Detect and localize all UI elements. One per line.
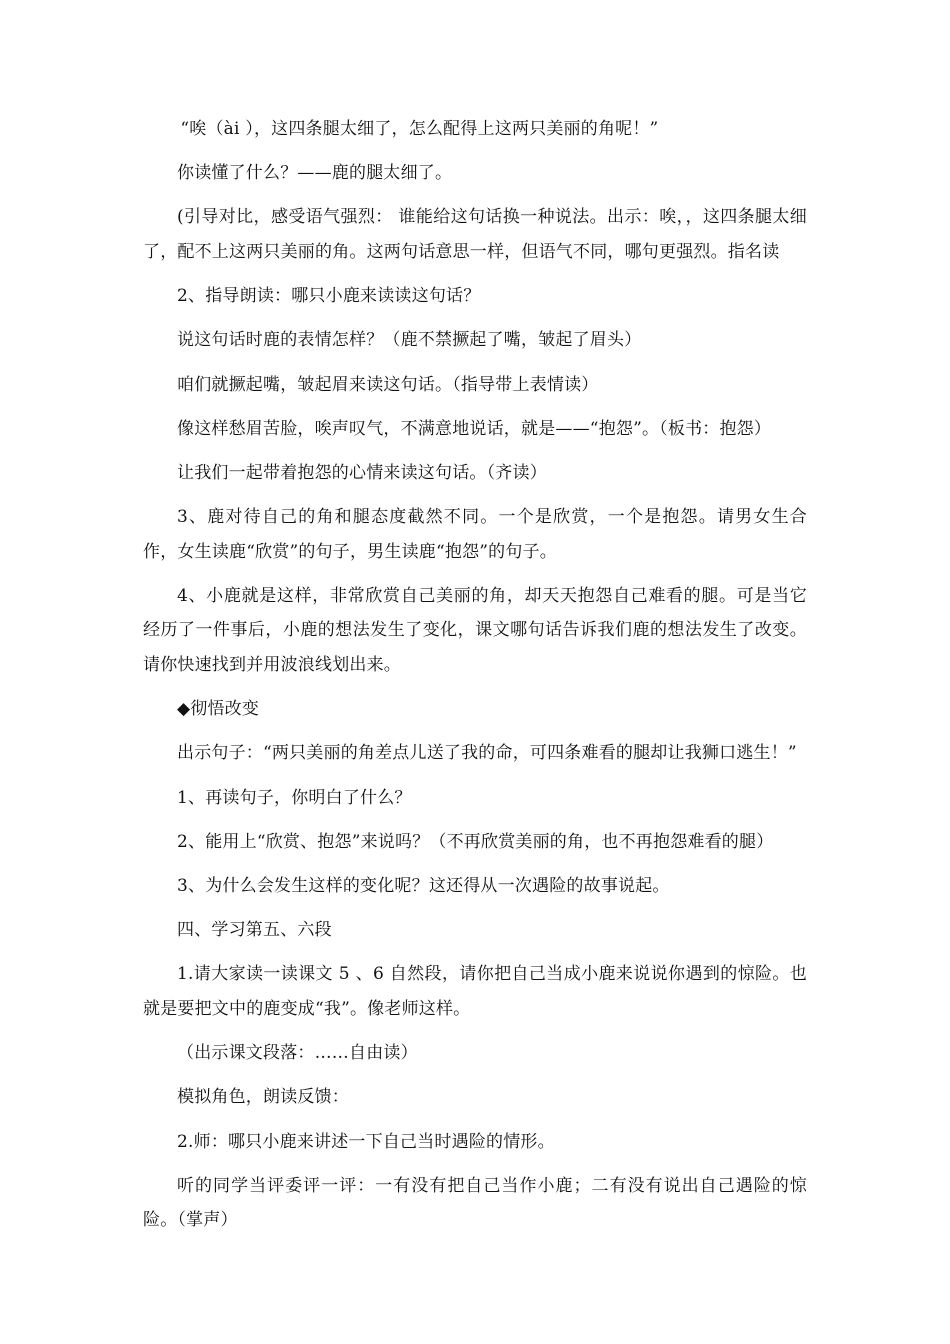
paragraph: 1、再读句子，你明白了什么？ xyxy=(177,787,412,808)
paragraph: 你读懂了什么？——鹿的腿太细了。 xyxy=(177,163,453,184)
paragraph: 说这句话时鹿的表情怎样？（鹿不禁撅起了嘴，皱起了眉头） xyxy=(177,330,642,351)
paragraph: 像这样愁眉苦脸，唉声叹气，不满意地说话，就是——“抱怨”。（板书：抱怨） xyxy=(177,418,772,439)
section-heading: ◆彻悟改变 xyxy=(177,699,260,720)
section-heading: 四、学习第五、六段 xyxy=(177,920,332,941)
quote-paragraph: “唉（ài ），这四条腿太细了，怎么配得上这两只美丽的角呢！” xyxy=(180,119,659,139)
paragraph: (引导对比，感受语气强烈： 谁能给这句话换一种说法。出示：唉，，这四条腿太细了，配不上这两只美丽的角。这两句话意思一样，但语气不同，哪句更强烈。指名读 xyxy=(143,207,807,262)
paragraph: 出示句子：“两只美丽的角差点儿送了我的命，可四条难看的腿却让我狮口逃生！” xyxy=(177,743,797,764)
document-body xyxy=(143,119,807,1248)
paragraph: 3、鹿对待自己的角和腿态度截然不同。一个是欣赏，一个是抱怨。请男女生合作，女生读鹿“欣赏”的句子，男生读鹿“抱怨”的句子。 xyxy=(143,507,807,562)
paragraph: 2、指导朗读：哪只小鹿来读读这句话？ xyxy=(177,286,481,307)
paragraph: （出示课文段落：……自由读） xyxy=(177,1043,418,1064)
paragraph: 让我们一起带着抱怨的心情来读这句话。（齐读） xyxy=(177,462,547,483)
paragraph: 2、能用上“欣赏、抱怨”来说吗？（不再欣赏美丽的角，也不再抱怨难看的腿） xyxy=(177,831,774,852)
paragraph: 模拟角色，朗读反馈： xyxy=(177,1087,349,1108)
paragraph: 咱们就撅起嘴，皱起眉来读这句话。（指导带上表情读） xyxy=(177,374,599,395)
paragraph: 4、小鹿就是这样，非常欣赏自己美丽的角，却天天抱怨自己难看的腿。可是当它经历了一件事后，小鹿的想法发生了变化，课文哪句话告诉我们鹿的想法发生了改变。请你快速找到并用波浪线划出来。 xyxy=(143,585,807,676)
paragraph: 1.请大家读一读课文 5 、6 自然段，请你把自己当成小鹿来说说你遇到的惊险。也就是要把文中的鹿变成“我”。像老师这样。 xyxy=(143,964,807,1019)
paragraph: 2.师：哪只小鹿来讲述一下自己当时遇险的情形。 xyxy=(177,1131,555,1152)
paragraph: 3、为什么会发生这样的变化呢？这还得从一次遇险的故事说起。 xyxy=(177,876,670,896)
paragraph: 听的同学当评委评一评：一有没有把自己当作小鹿；二有没有说出自己遇险的惊险。（掌声） xyxy=(143,1175,807,1231)
